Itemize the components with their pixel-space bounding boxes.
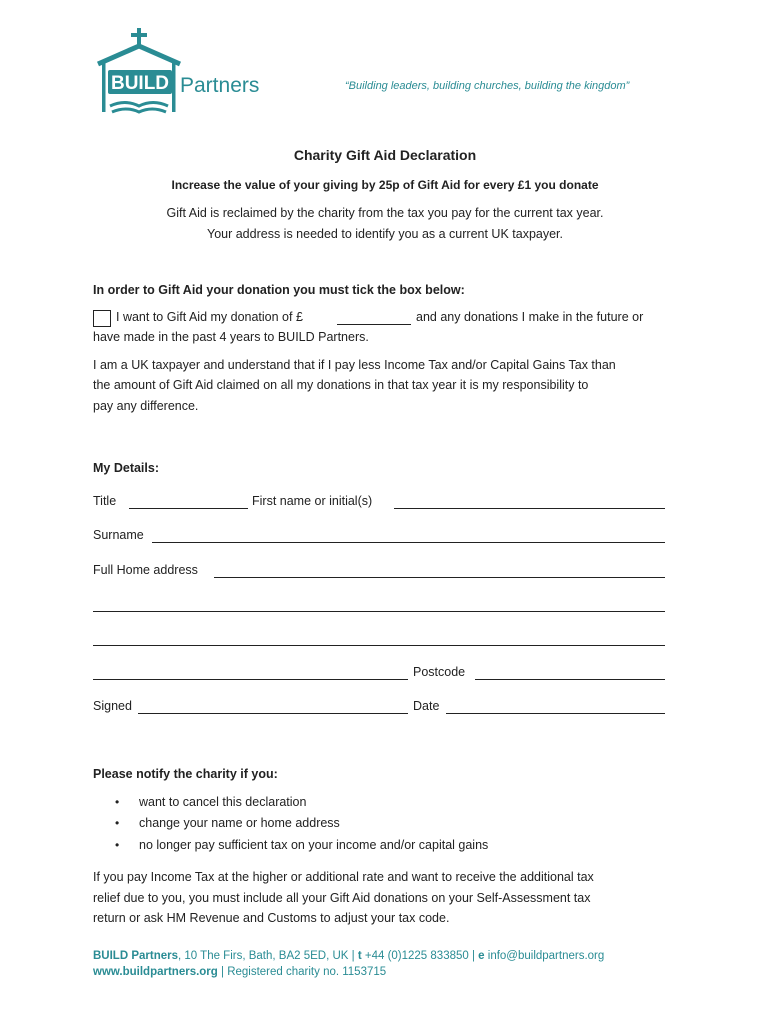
footer-e-label: e — [478, 950, 485, 962]
intro-line: Gift Aid is reclaimed by the charity from the tax you pay for the current tax year. — [166, 206, 604, 220]
tick-statement-line2: have made in the past 4 years to BUILD Partners. — [93, 330, 369, 344]
footer-t-label: t — [357, 950, 362, 962]
surname-field[interactable] — [152, 542, 665, 543]
footer-email[interactable]: info@buildpartners.org — [484, 950, 605, 962]
higher-rate-line: relief due to you, you must include all your Gift Aid donations on your Self-Assessment tax — [93, 891, 591, 905]
first-name-label: First name or initial(s) — [252, 494, 373, 508]
donation-amount-field[interactable] — [337, 324, 411, 325]
footer-charity: | Registered charity no. 1153715 — [217, 966, 387, 978]
postcode-label: Postcode — [413, 665, 466, 679]
details-heading: My Details: — [93, 461, 159, 475]
notify-item: no longer pay sufficient tax on your income and/or capital gains — [139, 838, 489, 852]
address-label: Full Home address — [93, 563, 198, 577]
address-field-line-3[interactable] — [93, 645, 665, 646]
surname-label: Surname — [93, 528, 144, 542]
address-field-line-1[interactable] — [214, 577, 665, 578]
address-field-line-2[interactable] — [93, 611, 665, 612]
footer-contact — [93, 950, 604, 962]
footer-address: , 10 The Firs, Bath, BA2 5ED, UK | — [178, 950, 358, 962]
footer-web — [93, 966, 386, 978]
subtitle: Increase the value of your giving by 25p of Gift Aid for every £1 you donate — [171, 178, 599, 192]
higher-rate-line: If you pay Income Tax at the higher or additional rate and want to receive the additional tax — [93, 870, 594, 884]
tagline: “Building leaders, building churches, building the kingdom” — [345, 80, 630, 92]
higher-rate-line: return or ask HM Revenue and Customs to adjust your tax code. — [93, 911, 450, 925]
gift-aid-checkbox[interactable] — [93, 310, 111, 327]
svg-text:BUILD: BUILD — [110, 73, 170, 94]
date-field[interactable] — [446, 713, 665, 714]
footer-website[interactable]: www.buildpartners.org — [93, 966, 218, 978]
declaration-line: I am a UK taxpayer and understand that if I pay less Income Tax and/or Capital Gains Tax than — [93, 358, 616, 372]
svg-text:Partners: Partners — [180, 74, 260, 97]
declaration-line: pay any difference. — [93, 399, 199, 413]
address-field-line-4[interactable] — [93, 679, 408, 680]
bullet-icon: • — [115, 795, 120, 809]
build-partners-logo — [96, 28, 281, 120]
footer-org: BUILD Partners — [93, 950, 178, 962]
date-label: Date — [413, 699, 440, 713]
tick-statement-part2: and any donations I make in the future or — [416, 310, 644, 324]
notify-heading: Please notify the charity if you: — [93, 767, 278, 781]
page-title: Charity Gift Aid Declaration — [293, 147, 477, 163]
signed-label: Signed — [93, 699, 132, 713]
notify-item: want to cancel this declaration — [139, 795, 307, 809]
church-house-icon — [96, 28, 281, 120]
bullet-icon: • — [115, 816, 120, 830]
notify-item: change your name or home address — [139, 816, 340, 830]
bullet-icon: • — [115, 838, 120, 852]
first-name-field[interactable] — [394, 508, 665, 509]
footer-phone: +44 (0)1225 833850 | — [361, 950, 479, 962]
tick-statement-part1: I want to Gift Aid my donation of £ — [116, 310, 303, 324]
title-label: Title — [93, 494, 117, 508]
declaration-line: the amount of Gift Aid claimed on all my donations in that tax year it is my responsibility to — [93, 378, 589, 392]
title-field[interactable] — [129, 508, 248, 509]
intro-line: Your address is needed to identify you as a current UK taxpayer. — [207, 227, 563, 241]
signature-field[interactable] — [138, 713, 408, 714]
tick-heading: In order to Gift Aid your donation you must tick the box below: — [93, 283, 465, 297]
postcode-field[interactable] — [475, 679, 665, 680]
